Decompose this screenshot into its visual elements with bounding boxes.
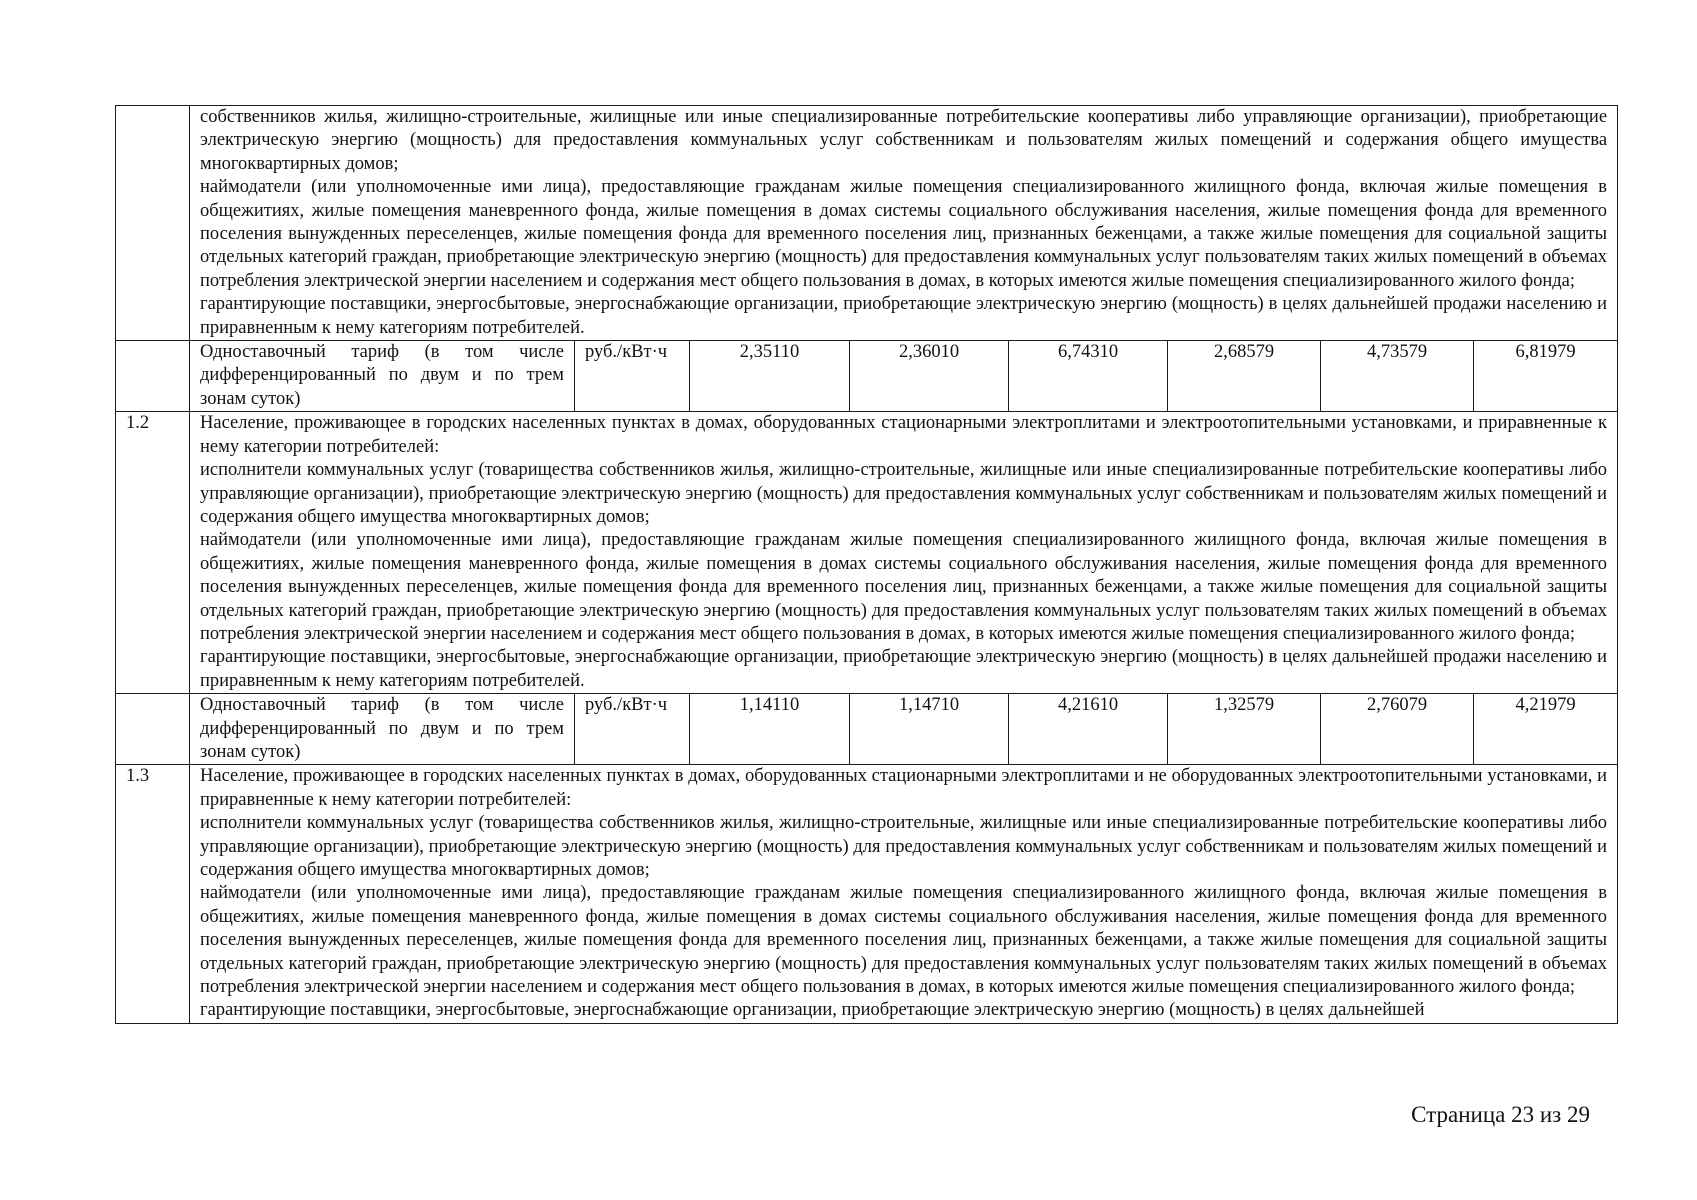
paragraph: Население, проживающее в городских населенных пунктах в домах, оборудованных стационарными электроплитами и не оборудованных электроотопительными установками, и приравненные к нему категории потребителей: <box>200 766 1608 810</box>
tariff-value: 6,74310 <box>1009 341 1168 412</box>
tariff-value: 4,21610 <box>1009 694 1168 765</box>
tariff-unit: руб./кВт·ч <box>575 341 690 412</box>
tariff-value: 2,68579 <box>1168 341 1321 412</box>
table-row-section-1-3 <box>116 765 1618 1023</box>
paragraph: наймодатели (или уполномоченные ими лица), предоставляющие гражданам жилые помещения специализированного жилищного фонда, включая жилые помещения в общежитиях, жилые помещения маневренного фонда, жилые помещения в домах системы социального обслуживания населения, жилые помещения фонда для временного поселения вынужденных переселенцев, жилые помещения фонда для временного поселения лиц, признанных беженцами, а также жилые помещения для социальной защиты отдельных категорий граждан, приобретающие электрическую энергию (мощность) для предоставления коммунальных услуг пользователям таких жилых помещений в объемах потребления электрической энергии населением и содержания мест общего пользования в домах, в которых имеются жилые помещения специализированного жилого фонда; <box>200 883 1608 998</box>
tariff-table <box>115 105 1618 1024</box>
tariff-value: 2,76079 <box>1321 694 1474 765</box>
consumer-category-description <box>190 765 1618 1023</box>
row-number-cell: 1.3 <box>116 765 190 1023</box>
paragraph: наймодатели (или уполномоченные ими лица), предоставляющие гражданам жилые помещения специализированного жилищного фонда, включая жилые помещения в общежитиях, жилые помещения маневренного фонда, жилые помещения в домах системы социального обслуживания населения, жилые помещения фонда для временного поселения вынужденных переселенцев, жилые помещения фонда для временного поселения лиц, признанных беженцами, а также жилые помещения для социальной защиты отдельных категорий граждан, приобретающие электрическую энергию (мощность) для предоставления коммунальных услуг пользователям таких жилых помещений в объемах потребления электрической энергии населением и содержания мест общего пользования в домах, в которых имеются жилые помещения специализированного жилого фонда; <box>200 177 1608 291</box>
tariff-value: 4,21979 <box>1474 694 1618 765</box>
tariff-value: 1,14110 <box>690 694 850 765</box>
row-number-cell: 1.2 <box>116 412 190 694</box>
paragraph: наймодатели (или уполномоченные ими лица), предоставляющие гражданам жилые помещения специализированного жилищного фонда, включая жилые помещения в общежитиях, жилые помещения маневренного фонда, жилые помещения в домах системы социального обслуживания населения, жилые помещения фонда для временного поселения вынужденных переселенцев, жилые помещения фонда для временного поселения лиц, признанных беженцами, а также жилые помещения для социальной защиты отдельных категорий граждан, приобретающие электрическую энергию (мощность) для предоставления коммунальных услуг пользователям таких жилых помещений в объемах потребления электрической энергии населением и содержания мест общего пользования в домах, в которых имеются жилые помещения специализированного жилого фонда; <box>200 530 1608 644</box>
page-number: Страница 23 из 29 <box>1411 1102 1590 1127</box>
tariff-label: Одноставочный тариф (в том числе дифференцированный по двум и по трем зонам суток) <box>190 341 575 412</box>
paragraph: исполнители коммунальных услуг (товарищества собственников жилья, жилищно-строительные, жилищные или иные специализированные потребительские кооперативы либо управляющие организации), приобретающие электрическую энергию (мощность) для предоставления коммунальных услуг собственникам и пользователям жилых помещений и содержания общего имущества многоквартирных домов; <box>200 813 1608 880</box>
table-row-tariff <box>116 694 1618 765</box>
paragraph: исполнители коммунальных услуг (товарищества собственников жилья, жилищно-строительные, жилищные или иные специализированные потребительские кооперативы либо управляющие организации), приобретающие электрическую энергию (мощность) для предоставления коммунальных услуг собственникам и пользователям жилых помещений и содержания общего имущества многоквартирных домов; <box>200 460 1608 527</box>
table-row-continuation-text <box>116 106 1618 341</box>
tariff-label: Одноставочный тариф (в том числе дифференцированный по двум и по трем зонам суток) <box>190 694 575 765</box>
row-number-cell <box>116 341 190 412</box>
table-row-tariff <box>116 341 1618 412</box>
tariff-value: 2,36010 <box>850 341 1009 412</box>
table-row-section-1-2 <box>116 412 1618 694</box>
paragraph: гарантирующие поставщики, энергосбытовые, энергоснабжающие организации, приобретающие электрическую энергию (мощность) в целях дальнейшей продажи населению и приравненным к нему категориям потребителей. <box>200 647 1608 691</box>
tariff-value: 2,35110 <box>690 341 850 412</box>
tariff-unit: руб./кВт·ч <box>575 694 690 765</box>
row-number-cell <box>116 106 190 341</box>
paragraph: Население, проживающее в городских населенных пунктах в домах, оборудованных стационарными электроплитами и электроотопительными установками, и приравненные к нему категории потребителей: <box>200 413 1608 457</box>
paragraph: гарантирующие поставщики, энергосбытовые, энергоснабжающие организации, приобретающие электрическую энергию (мощность) в целях дальнейшей продажи населению и приравненным к нему категориям потребителей. <box>200 294 1608 338</box>
consumer-category-description <box>190 412 1618 694</box>
row-number-cell <box>116 694 190 765</box>
tariff-value: 1,14710 <box>850 694 1009 765</box>
tariff-value: 1,32579 <box>1168 694 1321 765</box>
consumer-category-description <box>190 106 1618 341</box>
tariff-value: 6,81979 <box>1474 341 1618 412</box>
paragraph: гарантирующие поставщики, энергосбытовые, энергоснабжающие организации, приобретающие электрическую энергию (мощность) в целях дальнейшей <box>200 1000 1425 1021</box>
paragraph: собственников жилья, жилищно-строительные, жилищные или иные специализированные потребительские кооперативы либо управляющие организации), приобретающие электрическую энергию (мощность) для предоставления коммунальных услуг собственникам и пользователям жилых помещений и содержания общего имущества многоквартирных домов; <box>200 107 1608 174</box>
tariff-value: 4,73579 <box>1321 341 1474 412</box>
